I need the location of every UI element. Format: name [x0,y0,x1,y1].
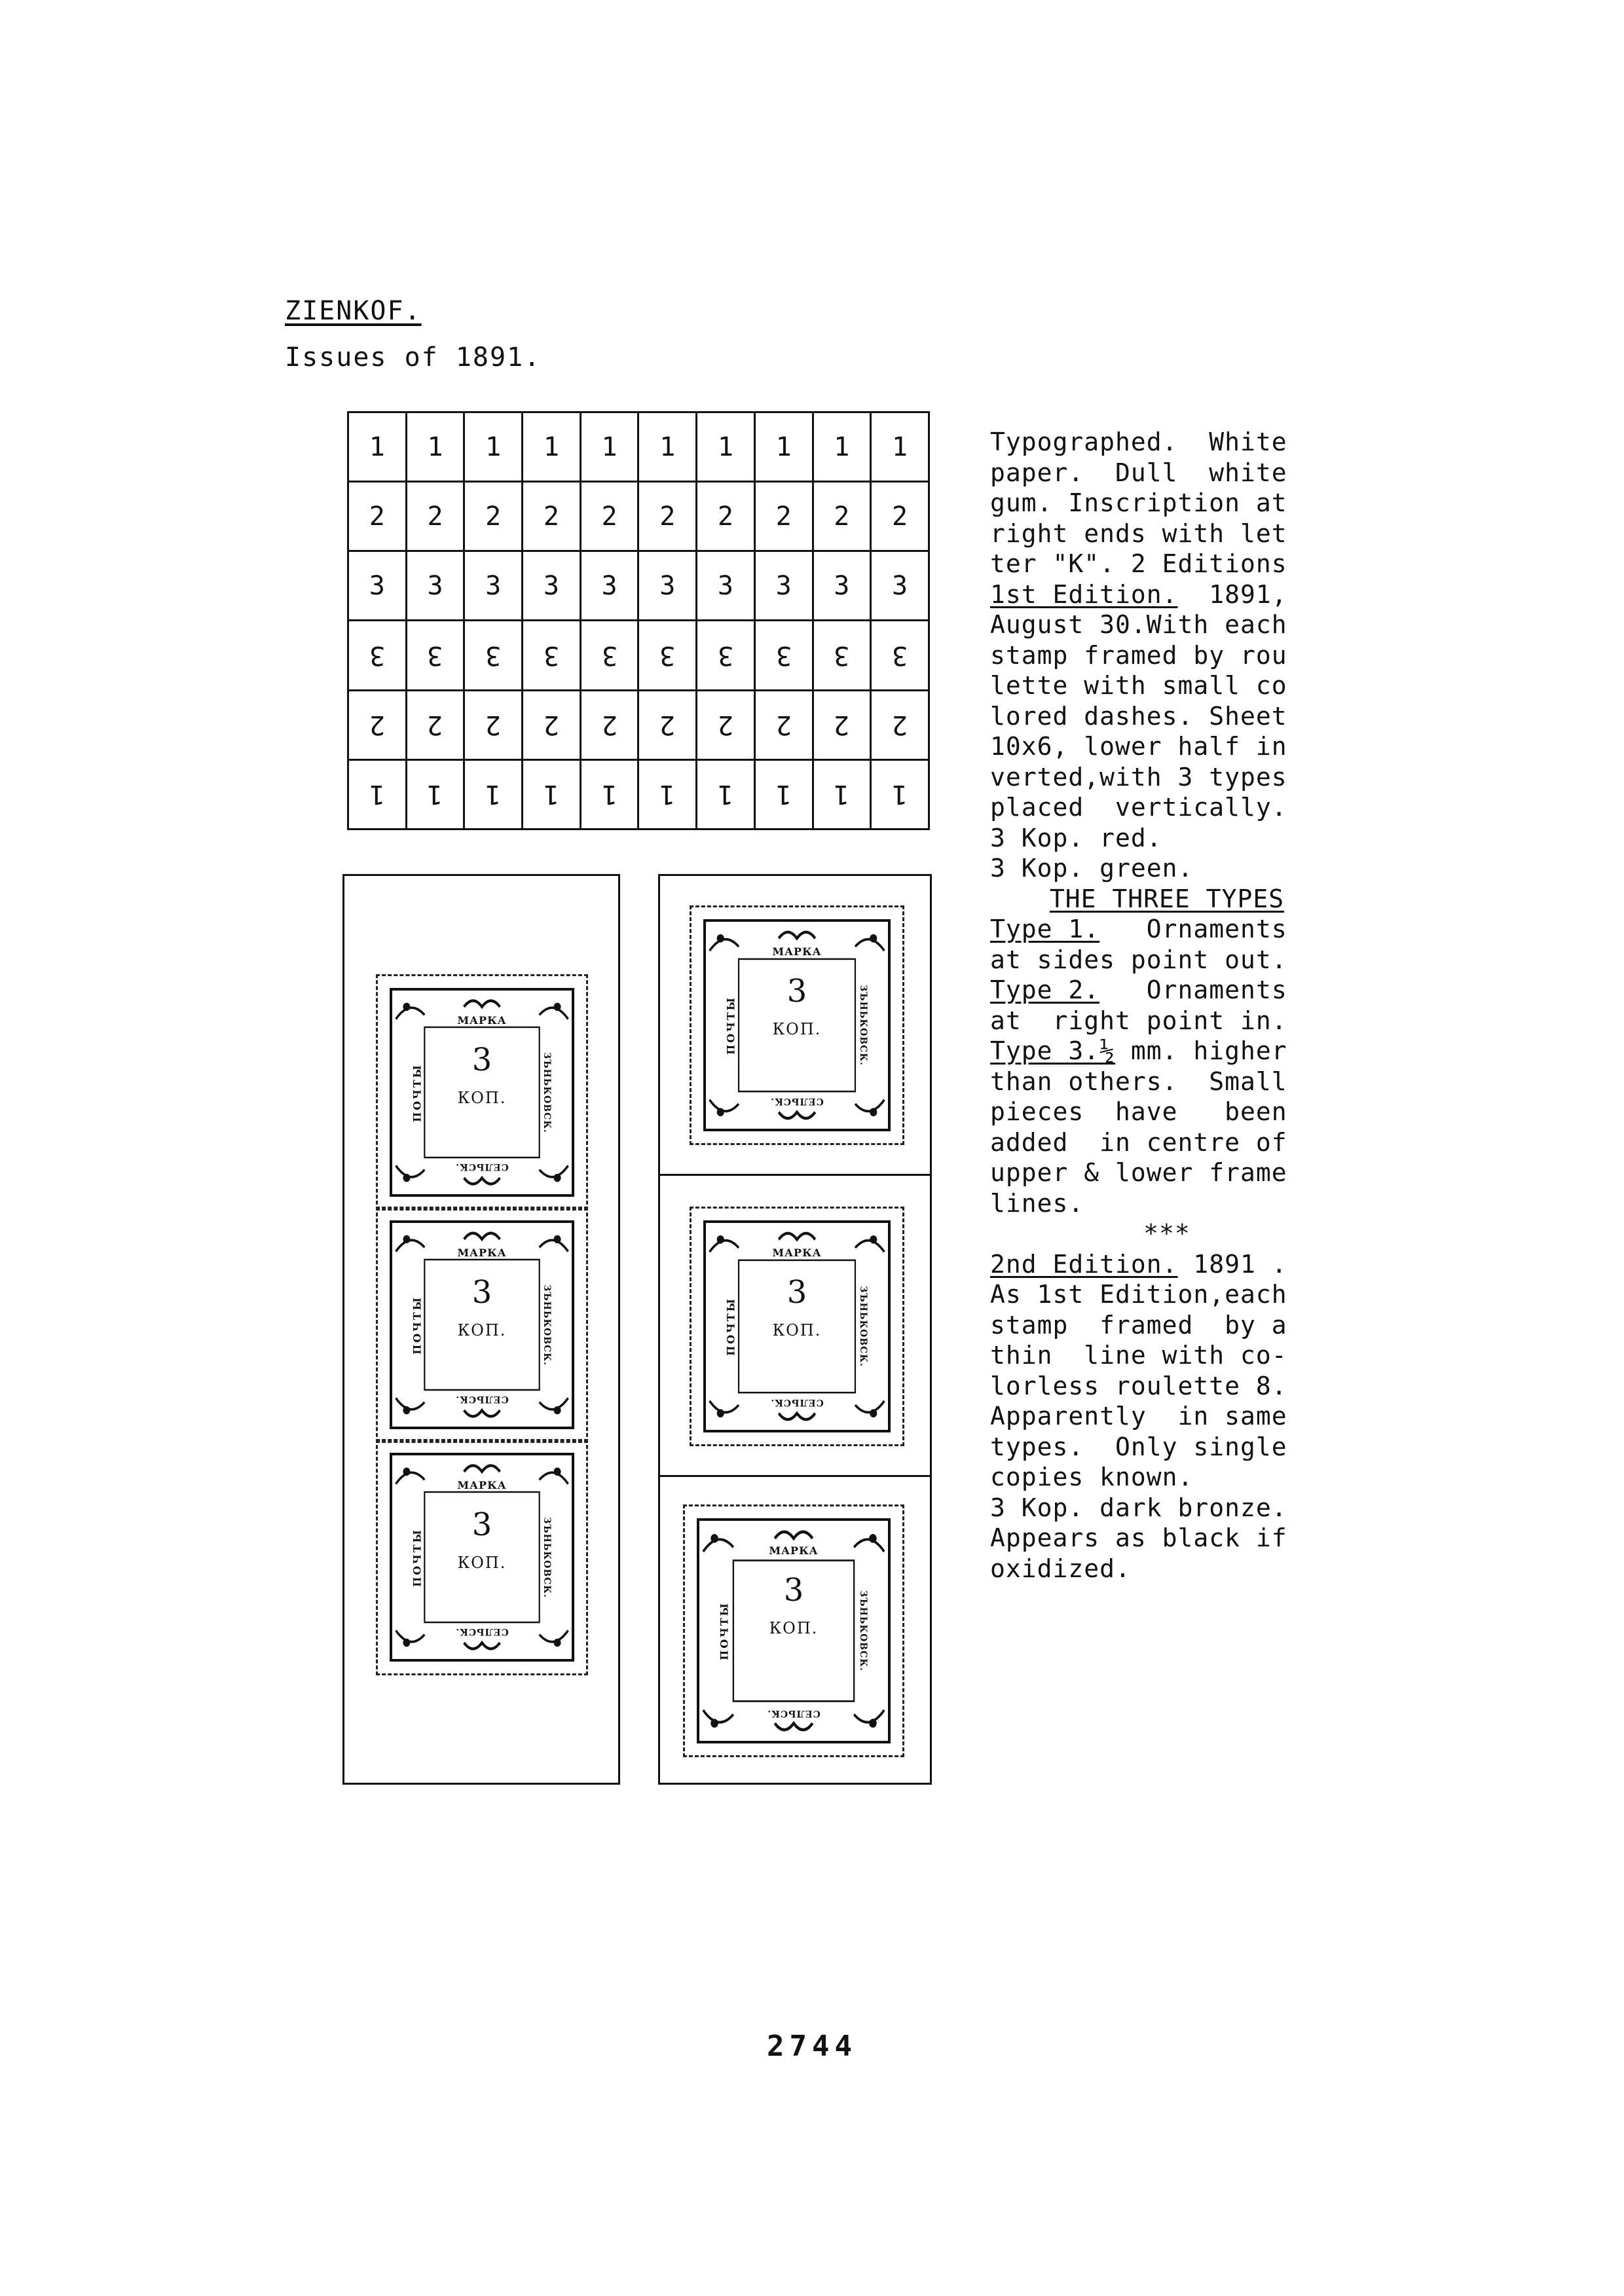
type-number: 3 [601,640,618,671]
sheet-cell [406,759,464,829]
sheet-cell [871,690,929,759]
line-text: lorless roulette 8. [990,1371,1287,1400]
stamp-top-inscription: МАРКА [457,1479,507,1491]
sheet-cell [580,690,638,759]
line-text: Apparently in same [990,1402,1287,1430]
line-text: 3 Kop. red. [990,823,1162,852]
stamp-image [390,1220,574,1429]
type-number: 2 [369,710,385,740]
line-text: than others. Small [990,1066,1287,1096]
page-subtitle: Issues of 1891. [285,342,542,373]
description-line [990,519,1344,549]
line-text: right ends with let [990,519,1287,548]
sheet-cell [406,482,464,551]
sheet-cell [754,482,813,551]
stamp-bottom-inscription: СЕЛЬСК. [767,1708,821,1719]
sheet-cell [754,412,813,482]
stamp-value: 3 [786,1274,807,1311]
sheet-cell [697,690,755,759]
type-number: 1 [834,431,850,462]
stamp-right-inscription: ЗЪНЬКОВСК. [542,1284,552,1366]
stamp-unit: КОП. [769,1619,819,1637]
type-number: 2 [369,501,385,532]
description-line [990,579,1344,610]
stamp-unit: КОП. [457,1554,507,1572]
stamp-strip-1st-edition [342,874,620,1785]
underlined-text: Type 2. [990,975,1100,1004]
sheet-cell [406,412,464,482]
page-title: ZIENKOF. [285,296,422,326]
line-text: at sides point out. [990,945,1287,974]
sheet-cell [754,759,813,829]
description-line [990,1218,1344,1249]
description-line [990,610,1344,640]
type-number: 2 [601,710,618,740]
description-line [990,640,1344,671]
sheet-cell [871,412,929,482]
sheet-cell [697,551,755,621]
description-line [990,1310,1344,1341]
description-line [990,823,1344,854]
description-line [990,1554,1344,1584]
type-number: 2 [659,710,676,740]
line-text: Typographed. White [990,428,1287,456]
stamp-value: 3 [783,1572,804,1609]
type-number: 2 [427,501,443,532]
stamp-left-inscription: ПОЧТЫ [411,1063,424,1122]
description-line [990,549,1344,579]
stamp-top-inscription: МАРКА [457,1014,507,1027]
type-number: 3 [659,570,676,601]
sheet-cell [523,621,581,690]
stamp-unit: КОП. [772,1321,822,1339]
sheet-cell [580,621,638,690]
description-line [990,1432,1344,1463]
type-number: 1 [892,431,908,462]
stamp-image [697,1518,891,1743]
sheet-cell [638,690,697,759]
type-number: 2 [485,501,502,532]
sheet-cell [464,412,523,482]
stamp-bottom-inscription: СЕЛЬСК. [455,1626,509,1637]
description-line [990,1401,1344,1432]
description-line [990,670,1344,701]
sheet-cell [348,482,407,551]
type-number: 2 [834,710,850,740]
stamp-left-inscription: ПОЧТЫ [411,1295,424,1355]
stamp-bottom-inscription: СЕЛЬСК. [770,1397,824,1408]
sheet-cell [871,759,929,829]
stamp-right-inscription: ЗЪНЬКОВСК. [858,1590,868,1671]
description-line [990,1036,1344,1066]
type-number: 2 [601,501,618,532]
sheet-row [348,690,929,759]
sheet-cell [871,621,929,690]
line-text: pieces have been [990,1097,1287,1126]
description-line [990,853,1344,884]
stamp-top-inscription: МАРКА [772,945,822,958]
type-number: 3 [775,570,792,601]
line-text: mm. higher [1115,1036,1287,1065]
underlined-text: 1st Edition. [990,579,1178,609]
stamp-value: 3 [786,973,807,1010]
sheet-cell [813,621,871,690]
line-text: thin line with co- [990,1341,1287,1370]
description-line [990,1523,1344,1554]
sheet-cell [638,551,697,621]
stamp-right-inscription: ЗЪНЬКОВСК. [858,985,868,1066]
stamp-left-inscription: ПОЧТЫ [724,996,737,1055]
sheet-cell [580,412,638,482]
type-number: 1 [485,431,502,462]
description-line [990,1493,1344,1523]
type-number: 2 [485,710,502,740]
line-text: placed vertically. [990,793,1287,822]
type-number: 3 [427,640,443,671]
strip-divider [660,1475,930,1477]
type-number: 2 [775,710,792,740]
line-text: As 1st Edition,each [990,1280,1287,1309]
type-number: 2 [543,501,559,532]
type-number: 1 [834,779,850,810]
line-text: at right point in. [990,1006,1287,1035]
description-line [990,1066,1344,1097]
line-text: 3 Kop. green. [990,854,1194,883]
type-number: 3 [717,640,734,671]
sheet-cell [348,412,407,482]
sheet-cell [871,551,929,621]
type-number: 1 [659,779,676,810]
description-text [990,427,1344,1584]
type-number: 3 [485,570,502,601]
sheet-row [348,482,929,551]
description-line [990,884,1344,915]
sheet-row [348,759,929,829]
sheet-cell [697,482,755,551]
stamp-cell [690,905,904,1145]
stamp-cell [376,974,588,1211]
line-text: lette with small co [990,671,1287,700]
stamp-right-inscription: ЗЪНЬКОВСК. [542,1516,552,1598]
line-text: added in centre of [990,1127,1287,1157]
stamp-unit: КОП. [772,1020,822,1038]
underlined-text: THE THREE TYPES [1049,884,1285,913]
sheet-cell [813,759,871,829]
line-text: *** [1143,1219,1190,1248]
sheet-cell [348,621,407,690]
page-number: 2744 [767,2030,857,2063]
line-text: copies known. [990,1463,1194,1491]
sheet-row [348,551,929,621]
description-line [990,1006,1344,1036]
description-line [990,945,1344,975]
line-text: stamp framed by a [990,1310,1287,1339]
description-line [990,458,1344,488]
line-text: 1891, [1177,579,1287,609]
stamp-image [390,1453,574,1662]
underlined-text: 2nd Edition. [990,1249,1178,1279]
line-text: 3 Kop. dark bronze. [990,1493,1287,1522]
sheet-cell [697,621,755,690]
description-line [990,427,1344,458]
type-number: 1 [775,779,792,810]
sheet-cell [813,551,871,621]
sheet-row [348,412,929,482]
type-number: 1 [892,779,908,810]
sheet-cell [638,621,697,690]
type-number: 3 [543,570,559,601]
stamp-top-inscription: МАРКА [772,1247,822,1259]
description-line [990,1249,1344,1280]
type-number: 2 [427,710,443,740]
description-line [990,1462,1344,1493]
type-number: 1 [543,779,559,810]
description-line [990,701,1344,732]
line-text: lored dashes. Sheet [990,701,1287,731]
type-number: 1 [717,431,734,462]
type-number: 3 [369,640,385,671]
stamp-bottom-inscription: СЕЛЬСК. [455,1161,509,1172]
type-number: 3 [369,570,385,601]
type-number: 3 [427,570,443,601]
strip-divider [660,1174,930,1176]
line-text: verted,with 3 types [990,762,1287,792]
description-line [990,1157,1344,1188]
description-line [990,1127,1344,1158]
description-line [990,1371,1344,1402]
description-line [990,1340,1344,1371]
sheet-cell [754,551,813,621]
type-number: 1 [659,431,676,462]
type-number: 3 [543,640,559,671]
type-number: 1 [775,431,792,462]
stamp-unit: КОП. [457,1089,507,1107]
sheet-cell [638,412,697,482]
type-number: 3 [834,640,850,671]
stamp-right-inscription: ЗЪНЬКОВСК. [542,1051,552,1133]
description-line [990,731,1344,762]
type-number: 1 [427,779,443,810]
stamp-left-inscription: ПОЧТЫ [411,1527,424,1587]
type-number: 2 [717,501,734,532]
type-number: 3 [601,570,618,601]
stamp-left-inscription: ПОЧТЫ [724,1297,737,1356]
type-number: 3 [485,640,502,671]
line-text: oxidized. [990,1554,1131,1583]
sheet-cell [580,482,638,551]
stamp-unit: КОП. [457,1321,507,1339]
sheet-cell [464,621,523,690]
sheet-cell [754,690,813,759]
line-text: ter "K". 2 Editions [990,549,1287,578]
stamp-bottom-inscription: СЕЛЬСК. [455,1394,509,1404]
sheet-cell [348,690,407,759]
line-text: Ornaments [1099,975,1287,1004]
type-number: 2 [659,501,676,532]
stamp-cell [683,1504,904,1757]
sheet-cell [523,412,581,482]
line-text: paper. Dull white [990,458,1287,487]
type-number: 2 [543,710,559,740]
type-number: 1 [717,779,734,810]
type-number: 2 [775,501,792,532]
type-number: 3 [892,640,908,671]
sheet-cell [638,759,697,829]
sheet-cell [348,759,407,829]
type-number: 1 [601,779,618,810]
sheet-cell [348,551,407,621]
sheet-cell [464,551,523,621]
sheet-cell [871,482,929,551]
line-text: stamp framed by rou [990,640,1287,670]
description-line [990,1188,1344,1219]
stamp-value: 3 [471,1506,492,1543]
stamp-cell [376,1207,588,1443]
line-text: upper & lower frame [990,1158,1287,1187]
type-number: 2 [717,710,734,740]
type-number: 3 [659,640,676,671]
sheet-layout-grid [347,411,930,830]
sheet-cell [523,551,581,621]
line-text: gum. Inscription at [990,488,1287,517]
sheet-cell [813,690,871,759]
description-line [990,1279,1344,1310]
description-line [990,762,1344,793]
sheet-row [348,621,929,690]
line-text: Ornaments [1099,915,1287,943]
type-number: 1 [485,779,502,810]
description-line [990,914,1344,945]
type-number: 2 [892,501,908,532]
stamp-cell [376,1439,588,1675]
type-number: 2 [892,710,908,740]
stamp-cell [690,1207,904,1446]
line-text: 10x6, lower half in [990,732,1287,761]
sheet-cell [464,482,523,551]
description-line [990,792,1344,823]
sheet-cell [523,690,581,759]
sheet-cell [697,759,755,829]
type-number: 3 [892,570,908,601]
line-text: lines. [990,1188,1084,1218]
type-number: 1 [543,431,559,462]
underlined-text: Type 1. [990,915,1100,943]
description-line [990,1097,1344,1127]
type-number: 2 [834,501,850,532]
sheet-cell [638,482,697,551]
sheet-cell [406,690,464,759]
description-line [990,975,1344,1006]
sheet-cell [813,412,871,482]
sheet-cell [580,759,638,829]
stamp-top-inscription: МАРКА [457,1247,507,1259]
type-number: 1 [427,431,443,462]
sheet-cell [813,482,871,551]
description-line [990,488,1344,519]
sheet-cell [406,551,464,621]
line-text: types. Only single [990,1432,1287,1461]
type-number: 3 [834,570,850,601]
type-number: 3 [717,570,734,601]
type-number: 1 [369,431,385,462]
stamp-image [703,1220,891,1432]
sheet-cell [697,412,755,482]
stamp-right-inscription: ЗЪНЬКОВСК. [858,1286,868,1367]
sheet-cell [406,621,464,690]
stamp-image [390,988,574,1197]
stamp-top-inscription: МАРКА [769,1544,819,1557]
type-number: 1 [601,431,618,462]
sheet-cell [523,482,581,551]
stamp-left-inscription: ПОЧТЫ [718,1601,731,1660]
type-number: 3 [775,640,792,671]
line-text: 1891 . [1177,1249,1287,1279]
stamp-strip-2nd-edition [658,874,932,1785]
stamp-image [703,919,891,1131]
type-number: 1 [369,779,385,810]
sheet-cell [523,759,581,829]
stamp-bottom-inscription: СЕЛЬСК. [770,1096,824,1106]
stamp-value: 3 [471,1042,492,1078]
stamp-value: 3 [471,1274,492,1311]
underlined-text: Type 3.½ [990,1036,1116,1065]
sheet-cell [754,621,813,690]
line-text: Appears as black if [990,1523,1287,1552]
line-text: August 30.With each [990,610,1287,639]
sheet-cell [464,759,523,829]
sheet-cell [464,690,523,759]
sheet-cell [580,551,638,621]
